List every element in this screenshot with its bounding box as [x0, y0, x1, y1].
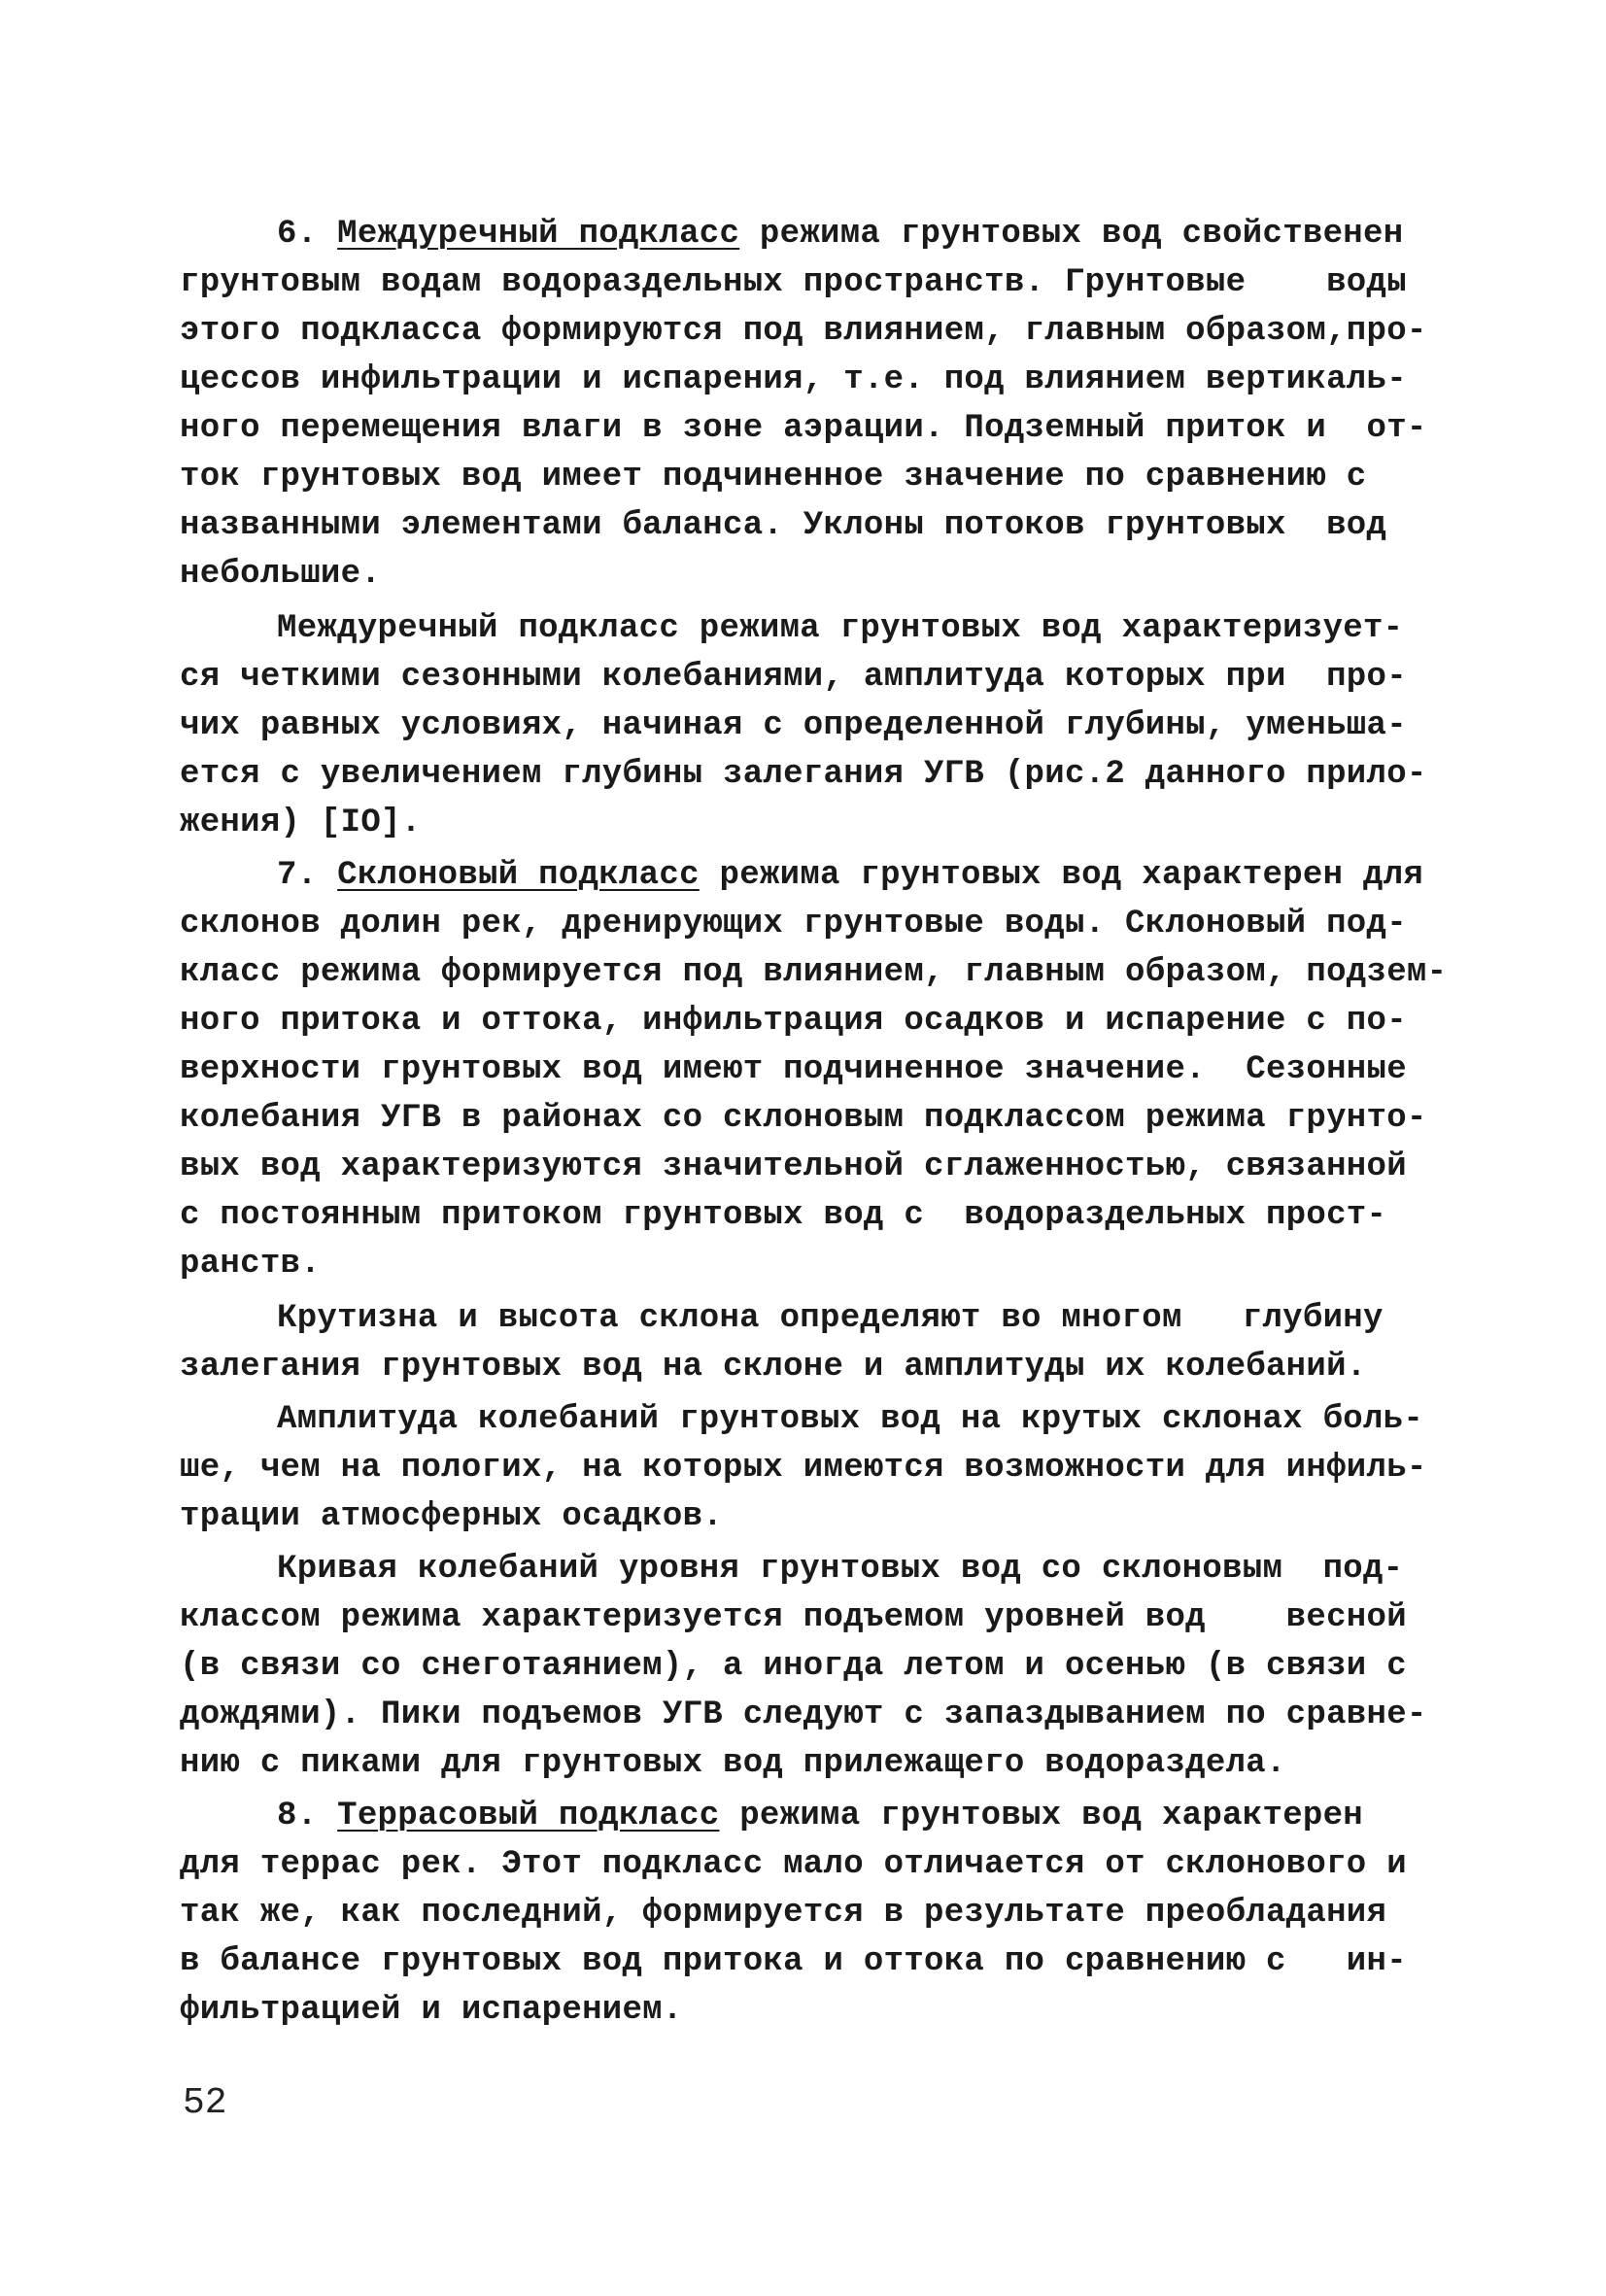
- text-line: ного притока и оттока, инфильтрация осадков и испарение с по-: [180, 1003, 1407, 1040]
- text-line: колебания УГВ в районах со склоновым подклассом режима грунто-: [180, 1100, 1427, 1137]
- text-line: ток грунтовых вод имеет подчиненное значение по сравнению с: [180, 459, 1367, 496]
- text-line: ного перемещения влаги в зоне аэрации. Подземный приток и от-: [180, 410, 1427, 447]
- text-line: 6. Междуречный подкласс режима грунтовых вод свойственен: [277, 216, 1404, 253]
- text-line: фильтрацией и испарением.: [180, 1992, 683, 2029]
- text-line: 8. Террасовый подкласс режима грунтовых вод характерен: [277, 1798, 1364, 1834]
- text-line: Кривая колебаний уровня грунтовых вод со склоновым под-: [277, 1551, 1404, 1588]
- text-line: (в связи со снеготаянием), а иногда летом и осенью (в связи с: [180, 1648, 1407, 1685]
- text-line: верхности грунтовых вод имеют подчиненное значение. Сезонные: [180, 1051, 1407, 1088]
- text-line: грунтовым водам водораздельных пространств. Грунтовые воды: [180, 264, 1407, 301]
- subclass-heading: Междуречный подкласс: [337, 216, 740, 253]
- text-line: нию с пиками для грунтовых вод прилежащего водораздела.: [180, 1745, 1286, 1782]
- item-number: 8.: [277, 1798, 338, 1834]
- text-line: дождями). Пики подъемов УГВ следуют с запаздыванием по сравне-: [180, 1696, 1427, 1733]
- text-line: ется с увеличением глубины залегания УГВ (рис.2 данного прило-: [180, 756, 1427, 793]
- subclass-heading: Террасовый подкласс: [337, 1798, 720, 1834]
- text-line: в балансе грунтовых вод притока и оттока по сравнению с ин-: [180, 1943, 1407, 1980]
- item-number: 6.: [277, 216, 338, 253]
- text-line: классом режима характеризуется подъемом уровней вод весной: [180, 1599, 1407, 1636]
- text-line: так же, как последний, формируется в результате преобладания: [180, 1895, 1387, 1932]
- text-line: для террас рек. Этот подкласс мало отличается от склонового и: [180, 1846, 1407, 1883]
- text-line: склонов долин рек, дренирующих грунтовые воды. Склоновый под-: [180, 906, 1407, 942]
- text-line: с постоянным притоком грунтовых вод с водораздельных прост-: [180, 1197, 1387, 1234]
- text-line: Амплитуда колебаний грунтовых вод на крутых склонах боль-: [277, 1401, 1424, 1438]
- text-line: вых вод характеризуются значительной сглаженностью, связанной: [180, 1148, 1407, 1185]
- text-line: Крутизна и высота склона определяют во многом глубину: [277, 1300, 1384, 1337]
- text-line: ранств.: [180, 1246, 321, 1283]
- text-line: класс режима формируется под влиянием, главным образом, подзем-: [180, 954, 1448, 991]
- text-line: небольшие.: [180, 556, 382, 593]
- text-line: названными элементами баланса. Уклоны потоков грунтовых вод: [180, 507, 1387, 544]
- text-line: ся четкими сезонными колебаниями, амплитуда которых при про-: [180, 659, 1407, 696]
- text-line: жения) [IO].: [180, 805, 422, 841]
- text-line: ше, чем на пологих, на которых имеются возможности для инфиль-: [180, 1450, 1427, 1487]
- text-line: чих равных условиях, начиная с определенной глубины, уменьша-: [180, 707, 1407, 744]
- subclass-heading: Склоновый подкласс: [337, 857, 700, 894]
- text-line: трации атмосферных осадков.: [180, 1498, 723, 1535]
- page-number: 52: [183, 2082, 227, 2124]
- text-line: Междуречный подкласс режима грунтовых вод характеризует-: [277, 610, 1404, 647]
- text-line: 7. Склоновый подкласс режима грунтовых вод характерен для: [277, 857, 1424, 894]
- item-number: 7.: [277, 857, 338, 894]
- text-line: цессов инфильтрации и испарения, т.е. под влиянием вертикаль-: [180, 361, 1407, 398]
- text-line: этого подкласса формируются под влиянием, главным образом,про-: [180, 313, 1427, 350]
- text-line: залегания грунтовых вод на склоне и амплитуды их колебаний.: [180, 1349, 1367, 1386]
